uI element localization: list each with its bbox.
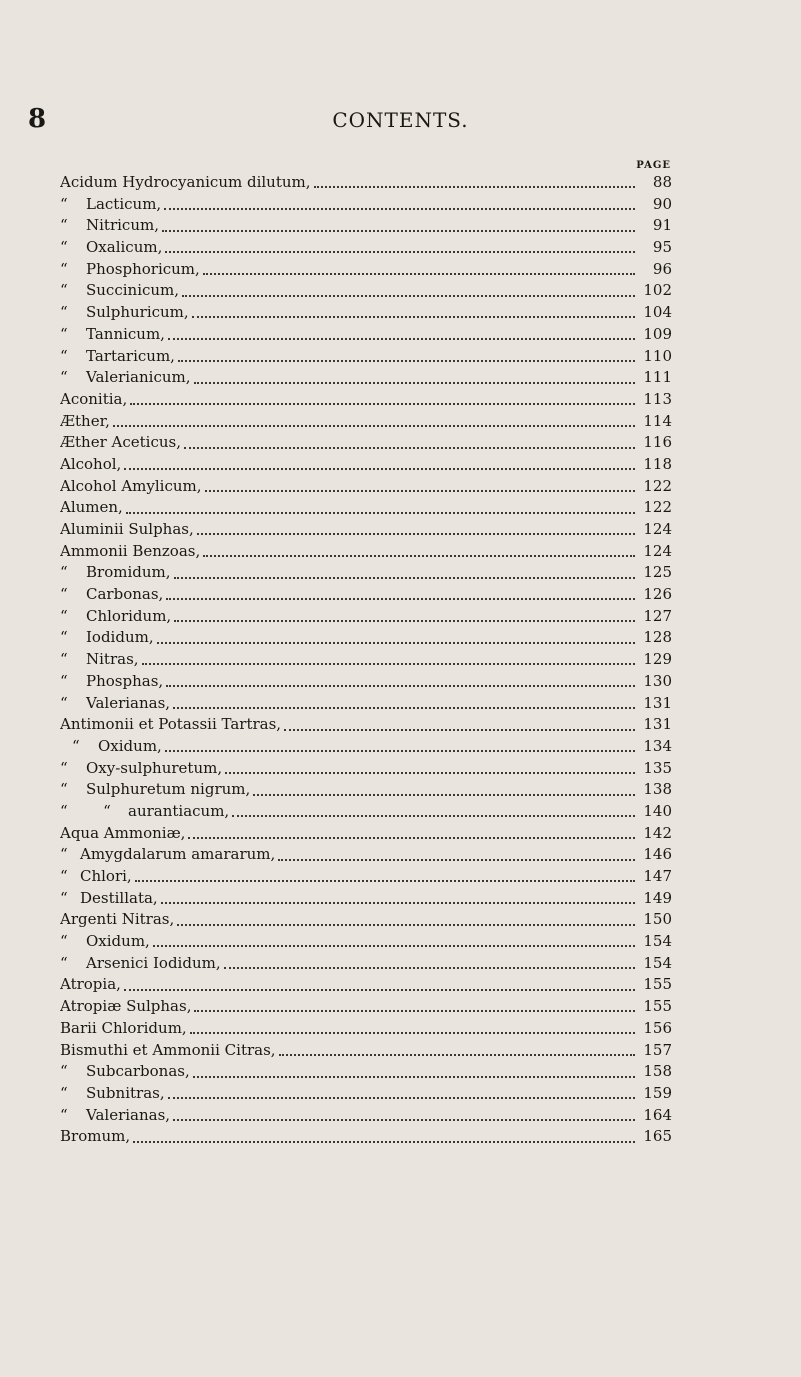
entry-title: Alcohol Amylicum, bbox=[60, 476, 202, 495]
dot-leader bbox=[174, 577, 636, 579]
entry-page-number: 155 bbox=[643, 997, 672, 1016]
contents-entry bbox=[60, 889, 672, 911]
ditto-mark: “ bbox=[60, 953, 68, 972]
entry-title: Sulphuretum nigrum, bbox=[86, 780, 251, 799]
ditto-mark: “ bbox=[60, 650, 68, 669]
ditto-mark: “ bbox=[60, 671, 68, 690]
dot-leader bbox=[165, 251, 635, 253]
entry-page-number: 124 bbox=[643, 520, 672, 538]
entry-title: Æther, bbox=[60, 411, 110, 430]
entry-title: Oxy-sulphuretum, bbox=[86, 758, 223, 777]
entry-title: Nitricum, bbox=[86, 216, 159, 235]
entry-title: Destillata, bbox=[80, 888, 158, 907]
entry-page-number: 118 bbox=[643, 454, 672, 473]
contents-entry bbox=[60, 910, 672, 932]
entry-page-number: 88 bbox=[652, 173, 672, 191]
ditto-mark: “ bbox=[60, 216, 68, 235]
entry-page-number: 122 bbox=[643, 498, 672, 517]
dot-leader bbox=[190, 1032, 635, 1034]
ditto-mark: “ bbox=[60, 259, 68, 278]
dot-leader bbox=[135, 880, 635, 882]
entry-page-number: 111 bbox=[643, 368, 672, 387]
contents-entry bbox=[60, 216, 672, 238]
contents-entry bbox=[60, 347, 672, 369]
entry-title: Aluminii Sulphas, bbox=[60, 520, 194, 538]
dot-leader bbox=[113, 425, 635, 427]
page-column-label: PAGE bbox=[636, 160, 671, 171]
contents-list bbox=[60, 173, 672, 1149]
entry-page-number: 104 bbox=[643, 303, 672, 322]
ditto-mark: “ bbox=[60, 1105, 68, 1124]
entry-page-number: 122 bbox=[643, 476, 672, 495]
entry-page-number: 154 bbox=[643, 932, 672, 951]
contents-entry bbox=[60, 867, 672, 889]
entry-page-number: 164 bbox=[643, 1105, 672, 1124]
entry-title: Oxidum, bbox=[86, 932, 150, 951]
entry-title: Valerianicum, bbox=[86, 368, 191, 387]
entry-page-number: 158 bbox=[643, 1062, 672, 1081]
entry-title: Alumen, bbox=[60, 498, 123, 517]
entry-page-number: 140 bbox=[643, 801, 672, 820]
entry-title: Subnitras, bbox=[86, 1083, 165, 1102]
entry-title: Iodidum, bbox=[86, 628, 154, 647]
dot-leader bbox=[166, 685, 635, 687]
dot-leader bbox=[168, 1097, 635, 1099]
entry-title: Lacticum, bbox=[86, 194, 162, 213]
ditto-mark: “ bbox=[60, 368, 68, 387]
dot-leader bbox=[193, 1076, 635, 1078]
dot-leader bbox=[284, 729, 635, 731]
contents-entry bbox=[60, 1041, 672, 1063]
contents-entry bbox=[60, 260, 672, 282]
entry-page-number: 110 bbox=[643, 346, 672, 365]
ditto-mark: “ bbox=[60, 303, 68, 322]
entry-page-number: 134 bbox=[643, 736, 672, 755]
entry-title: Succinicum, bbox=[86, 281, 180, 300]
entry-title: Tannicum, bbox=[86, 324, 165, 343]
entry-title: Amygdalarum amararum, bbox=[80, 845, 276, 864]
entry-title: Nitras, bbox=[86, 650, 139, 669]
entry-page-number: 165 bbox=[643, 1127, 672, 1146]
entry-page-number: 142 bbox=[643, 823, 672, 842]
entry-page-number: 125 bbox=[643, 563, 672, 582]
contents-entry bbox=[60, 325, 672, 347]
ditto-mark: “ bbox=[72, 736, 80, 755]
contents-entry bbox=[60, 368, 672, 390]
entry-page-number: 156 bbox=[643, 1018, 672, 1037]
contents-entry bbox=[60, 238, 672, 260]
contents-entry bbox=[60, 997, 672, 1019]
dot-leader bbox=[188, 837, 635, 839]
contents-entry bbox=[60, 563, 672, 585]
contents-entry bbox=[60, 1062, 672, 1084]
ditto-mark: “ bbox=[60, 845, 68, 864]
entry-page-number: 138 bbox=[643, 780, 672, 799]
entry-page-number: 109 bbox=[643, 324, 672, 343]
dot-leader bbox=[278, 859, 635, 861]
entry-title: Atropia, bbox=[60, 975, 121, 994]
entry-title: Phosphoricum, bbox=[86, 259, 200, 278]
contents-entry bbox=[60, 1084, 672, 1106]
ditto-mark: “ bbox=[60, 801, 68, 820]
entry-title: Phosphas, bbox=[86, 671, 164, 690]
dot-leader bbox=[161, 902, 635, 904]
entry-title: Barii Chloridum, bbox=[60, 1018, 187, 1037]
dot-leader bbox=[126, 512, 635, 514]
dot-leader bbox=[279, 1054, 635, 1056]
dot-leader bbox=[133, 1141, 635, 1143]
entry-page-number: 91 bbox=[652, 216, 672, 235]
contents-entry bbox=[60, 932, 672, 954]
dot-leader bbox=[142, 663, 635, 665]
entry-page-number: 114 bbox=[643, 411, 672, 430]
entry-title: Carbonas, bbox=[86, 585, 164, 604]
contents-entry bbox=[60, 390, 672, 412]
entry-title: Oxalicum, bbox=[86, 238, 163, 257]
contents-entry bbox=[60, 477, 672, 499]
ditto-mark: “ bbox=[60, 324, 68, 343]
entry-page-number: 155 bbox=[643, 975, 672, 994]
contents-entry bbox=[60, 1106, 672, 1128]
contents-entry bbox=[60, 607, 672, 629]
entry-title: aurantiacum, bbox=[128, 801, 230, 820]
running-head: CONTENTS. bbox=[332, 108, 469, 132]
contents-entry bbox=[60, 195, 672, 217]
entry-title: Arsenici Iodidum, bbox=[86, 953, 221, 972]
dot-leader bbox=[253, 794, 635, 796]
ditto-mark: “ bbox=[60, 780, 68, 799]
contents-entry bbox=[60, 715, 672, 737]
dot-leader bbox=[314, 186, 635, 188]
entry-title: Aconitia, bbox=[60, 389, 128, 408]
ditto-mark: “ bbox=[103, 801, 111, 820]
entry-page-number: 159 bbox=[643, 1083, 672, 1102]
dot-leader bbox=[194, 1010, 635, 1012]
entry-title: Sulphuricum, bbox=[86, 303, 189, 322]
dot-leader bbox=[197, 533, 635, 535]
entry-title: Acidum Hydrocyanicum dilutum, bbox=[60, 173, 311, 191]
contents-entry bbox=[60, 780, 672, 802]
contents-entry bbox=[60, 737, 672, 759]
entry-page-number: 113 bbox=[643, 389, 672, 408]
dot-leader bbox=[205, 490, 636, 492]
entry-title: Argenti Nitras, bbox=[60, 910, 175, 929]
ditto-mark: “ bbox=[60, 758, 68, 777]
contents-entry bbox=[60, 585, 672, 607]
entry-page-number: 95 bbox=[652, 238, 672, 257]
dot-leader bbox=[194, 382, 636, 384]
dot-leader bbox=[162, 230, 635, 232]
dot-leader bbox=[177, 924, 635, 926]
ditto-mark: “ bbox=[60, 867, 68, 885]
entry-title: Ammonii Benzoas, bbox=[60, 541, 201, 560]
entry-title: Atropiæ Sulphas, bbox=[60, 997, 192, 1016]
entry-title: Subcarbonas, bbox=[86, 1062, 190, 1081]
ditto-mark: “ bbox=[60, 1083, 68, 1102]
entry-title: Æther Aceticus, bbox=[60, 433, 181, 452]
dot-leader bbox=[124, 989, 635, 991]
entry-title: Tartaricum, bbox=[86, 346, 175, 365]
ditto-mark: “ bbox=[60, 606, 68, 625]
page-number: 8 bbox=[28, 104, 47, 134]
entry-title: Chlori, bbox=[80, 867, 132, 885]
contents-entry bbox=[60, 498, 672, 520]
dot-leader bbox=[157, 642, 635, 644]
dot-leader bbox=[130, 403, 635, 405]
entry-page-number: 116 bbox=[643, 433, 672, 452]
contents-entry bbox=[60, 520, 672, 542]
ditto-mark: “ bbox=[60, 693, 68, 712]
dot-leader bbox=[165, 750, 635, 752]
contents-entry bbox=[60, 672, 672, 694]
ditto-mark: “ bbox=[60, 1062, 68, 1081]
entry-page-number: 147 bbox=[643, 867, 672, 885]
dot-leader bbox=[166, 598, 635, 600]
ditto-mark: “ bbox=[60, 281, 68, 300]
contents-entry bbox=[60, 628, 672, 650]
dot-leader bbox=[203, 555, 635, 557]
entry-page-number: 150 bbox=[643, 910, 672, 929]
contents-entry bbox=[60, 1019, 672, 1041]
entry-title: Oxidum, bbox=[98, 736, 162, 755]
dot-leader bbox=[184, 447, 635, 449]
dot-leader bbox=[153, 945, 635, 947]
dot-leader bbox=[124, 468, 635, 470]
entry-page-number: 154 bbox=[643, 953, 672, 972]
contents-entry bbox=[60, 542, 672, 564]
dot-leader bbox=[225, 772, 635, 774]
contents-entry bbox=[60, 802, 672, 824]
contents-entry bbox=[60, 433, 672, 455]
contents-entry bbox=[60, 303, 672, 325]
entry-page-number: 131 bbox=[643, 715, 672, 734]
contents-entry bbox=[60, 412, 672, 434]
entry-page-number: 157 bbox=[643, 1040, 672, 1059]
dot-leader bbox=[173, 707, 635, 709]
dot-leader bbox=[173, 1119, 635, 1121]
dot-leader bbox=[178, 360, 635, 362]
contents-entry bbox=[60, 650, 672, 672]
entry-title: Aqua Ammoniæ, bbox=[60, 823, 186, 842]
contents-entry bbox=[60, 455, 672, 477]
contents-entry bbox=[60, 845, 672, 867]
entry-page-number: 129 bbox=[643, 650, 672, 669]
contents-entry bbox=[60, 1127, 672, 1149]
dot-leader bbox=[224, 967, 635, 969]
ditto-mark: “ bbox=[60, 238, 68, 257]
contents-entry bbox=[60, 759, 672, 781]
entry-page-number: 149 bbox=[643, 888, 672, 907]
dot-leader bbox=[174, 620, 635, 622]
dot-leader bbox=[182, 295, 635, 297]
entry-page-number: 90 bbox=[652, 194, 672, 213]
entry-page-number: 128 bbox=[643, 628, 672, 647]
ditto-mark: “ bbox=[60, 888, 68, 907]
entry-page-number: 126 bbox=[643, 585, 672, 604]
entry-page-number: 131 bbox=[643, 693, 672, 712]
contents-entry bbox=[60, 694, 672, 716]
dot-leader bbox=[232, 815, 635, 817]
entry-title: Chloridum, bbox=[86, 606, 172, 625]
entry-page-number: 130 bbox=[643, 671, 672, 690]
ditto-mark: “ bbox=[60, 628, 68, 647]
entry-page-number: 146 bbox=[643, 845, 672, 864]
entry-page-number: 102 bbox=[643, 281, 672, 300]
entry-title: Alcohol, bbox=[60, 454, 122, 473]
dot-leader bbox=[168, 338, 635, 340]
ditto-mark: “ bbox=[60, 194, 68, 213]
entry-page-number: 127 bbox=[643, 606, 672, 625]
dot-leader bbox=[192, 316, 635, 318]
entry-title: Bromidum, bbox=[86, 563, 171, 582]
entry-page-number: 96 bbox=[652, 259, 672, 278]
entry-title: Valerianas, bbox=[86, 693, 171, 712]
contents-entry bbox=[60, 975, 672, 997]
contents-entry bbox=[60, 281, 672, 303]
entry-title: Bromum, bbox=[60, 1127, 131, 1146]
ditto-mark: “ bbox=[60, 585, 68, 604]
contents-entry bbox=[60, 954, 672, 976]
entry-title: Valerianas, bbox=[86, 1105, 171, 1124]
dot-leader bbox=[164, 208, 635, 210]
dot-leader bbox=[203, 273, 635, 275]
ditto-mark: “ bbox=[60, 932, 68, 951]
contents-entry bbox=[60, 824, 672, 846]
entry-page-number: 135 bbox=[643, 758, 672, 777]
entry-title: Bismuthi et Ammonii Citras, bbox=[60, 1040, 276, 1059]
entry-title: Antimonii et Potassii Tartras, bbox=[60, 715, 282, 734]
entry-page-number: 124 bbox=[643, 541, 672, 560]
ditto-mark: “ bbox=[60, 346, 68, 365]
contents-entry bbox=[60, 173, 672, 195]
ditto-mark: “ bbox=[60, 563, 68, 582]
